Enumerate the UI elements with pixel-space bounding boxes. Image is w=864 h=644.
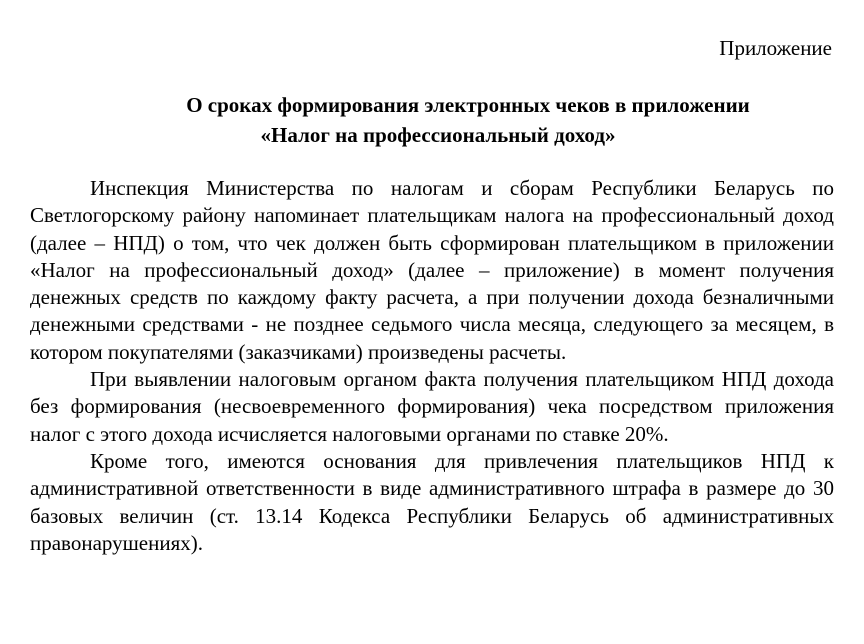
body-paragraph-2: При выявлении налоговым органом факта получения плательщиком НПД дохода без формирования (несвоевременного формирования) чека посредством приложения налог с этого дохода исчисляется налоговыми органами по ставке 20%. — [30, 367, 834, 446]
body-paragraph-3: Кроме того, имеются основания для привлечения плательщиков НПД к административной ответственности в виде административного штрафа в размере до 30 базовых величин (ст. 13.14 Кодекса Республики Беларусь об административных правонарушениях). — [30, 448, 834, 555]
body-paragraph-1: Инспекция Министерства по налогам и сборам Республики Беларусь по Светлогорскому району напоминает плательщикам налога на профессиональный доход (далее – НПД) о том, что чек должен быть сформирован плательщиком в приложении «Налог на профессиональный доход» (далее – приложение) в момент получения денежных средств по каждому факту расчета, а при получении дохода безналичными денежными средствами - не позднее седьмого числа месяца, следующего за месяцем, в котором покупателями (заказчиками) произведены расчеты. — [30, 176, 834, 364]
appendix-label: Приложение — [719, 36, 832, 60]
document-body — [30, 175, 834, 557]
document-title — [30, 90, 834, 150]
document-title-line-1: О сроках формирования электронных чеков в приложении — [186, 93, 750, 117]
document-title-line-2: «Налог на профессиональный доход» — [260, 123, 616, 147]
